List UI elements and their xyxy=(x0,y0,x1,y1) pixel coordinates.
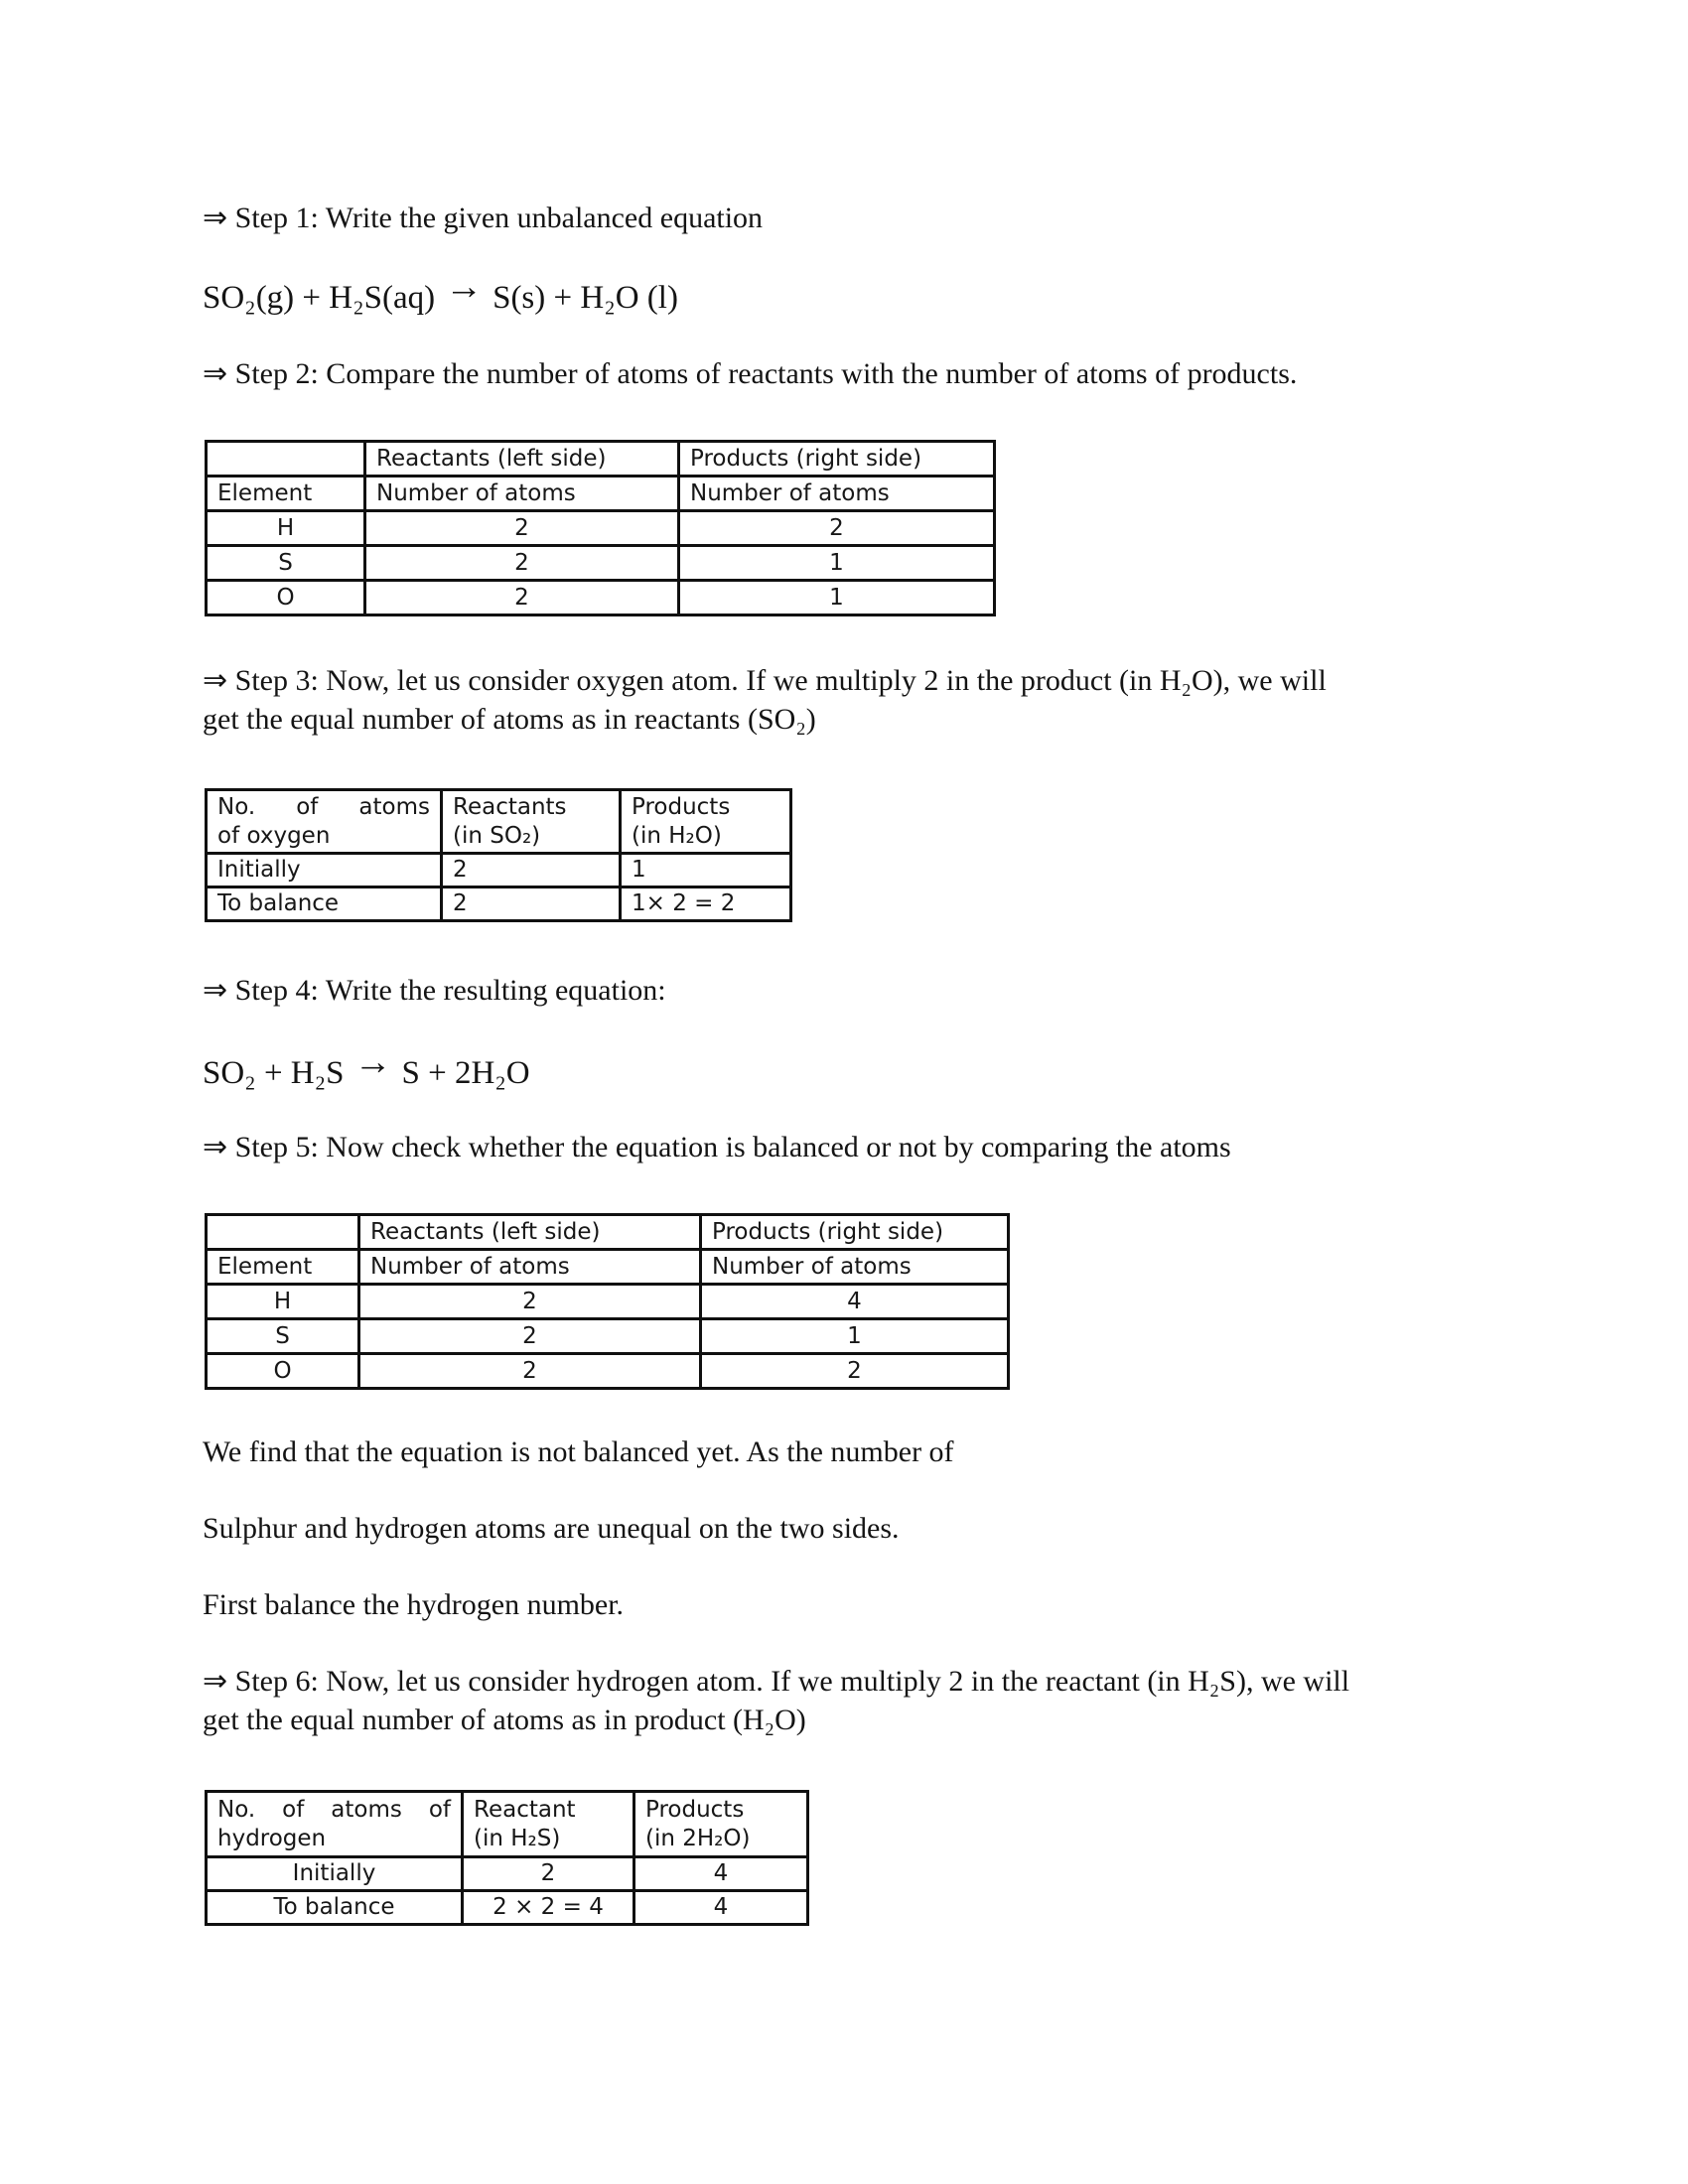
unbalanced-equation xyxy=(203,266,678,320)
row-label-cell: To balance xyxy=(207,887,442,921)
product-value-cell: 4 xyxy=(634,1857,808,1891)
products-header xyxy=(634,1792,808,1857)
table-subheader-row xyxy=(207,477,995,511)
step2-heading: ⇒ Step 2: Compare the number of atoms of reactants with the number of atoms of products. xyxy=(203,357,1298,390)
step1-heading: ⇒ Step 1: Write the given unbalanced equation xyxy=(203,202,764,234)
step3-heading xyxy=(203,661,1327,739)
header-line1: Reactant xyxy=(474,1796,576,1823)
note-balance-hydrogen: First balance the hydrogen number. xyxy=(203,1588,625,1621)
header-line2: (in H₂S) xyxy=(474,1825,561,1851)
reactant-count-cell: 2 xyxy=(359,1285,701,1319)
table-row xyxy=(207,1354,1009,1389)
reactants-subheader: Number of atoms xyxy=(359,1250,701,1285)
product-count-cell: 2 xyxy=(701,1354,1009,1389)
reactant-value-cell: 2 xyxy=(463,1857,634,1891)
row-label-cell: Initially xyxy=(207,854,442,887)
product-value-cell: 1× 2 = 2 xyxy=(621,887,791,921)
corner-cell xyxy=(207,442,365,477)
reactant-count-cell: 2 xyxy=(359,1319,701,1354)
element-cell: O xyxy=(207,1354,359,1389)
products-column-header: Products (right side) xyxy=(701,1215,1009,1250)
table-row xyxy=(207,1857,808,1891)
product-count-cell: 1 xyxy=(701,1319,1009,1354)
step6-line2: get the equal number of atoms as in product (H₂O) xyxy=(203,1704,806,1736)
table-row xyxy=(207,546,995,581)
row-label-cell: Initially xyxy=(207,1857,463,1891)
reactants-column-header: Reactants (left side) xyxy=(359,1215,701,1250)
equation-left: SO₂(g) + H₂S(aq) xyxy=(203,280,436,316)
note-unequal-atoms: Sulphur and hydrogen atoms are unequal on the two sides. xyxy=(203,1512,900,1545)
header-line1: Products xyxy=(645,1796,745,1823)
products-column-header: Products (right side) xyxy=(679,442,995,477)
reactant-count-cell: 2 xyxy=(365,546,679,581)
products-header xyxy=(621,790,791,854)
header-line1: No. of atoms of xyxy=(217,1796,451,1823)
hydrogen-atoms-header xyxy=(207,1792,463,1857)
reactant-count-cell: 2 xyxy=(359,1354,701,1389)
step3-line1: ⇒ Step 3: Now, let us consider oxygen atom. If we multiply 2 in the product (in H₂O), we will xyxy=(203,664,1327,697)
product-count-cell: 1 xyxy=(679,546,995,581)
note-not-balanced: We find that the equation is not balanced yet. As the number of xyxy=(203,1435,954,1468)
table-row xyxy=(207,581,995,615)
resulting-equation xyxy=(203,1041,530,1095)
step3-line2: get the equal number of atoms as in reactants (SO₂) xyxy=(203,703,816,736)
reaction-arrow-icon: → xyxy=(353,1041,392,1083)
equation-left: SO₂ + H₂S xyxy=(203,1055,345,1091)
table-header-row xyxy=(207,1792,808,1857)
header-line2: (in 2H₂O) xyxy=(645,1825,751,1851)
element-cell: S xyxy=(207,1319,359,1354)
product-value-cell: 1 xyxy=(621,854,791,887)
table-row xyxy=(207,887,791,921)
header-line1: Reactants xyxy=(453,793,567,820)
table-row xyxy=(207,511,995,546)
header-line1: Products xyxy=(632,793,731,820)
step4-heading: ⇒ Step 4: Write the resulting equation: xyxy=(203,974,666,1007)
hydrogen-balance-table-step6 xyxy=(205,1790,809,1926)
equation-right: S(s) + H₂O (l) xyxy=(492,280,678,316)
reactants-subheader: Number of atoms xyxy=(365,477,679,511)
step6-line1: ⇒ Step 6: Now, let us consider hydrogen atom. If we multiply 2 in the reactant (in H₂S), we will xyxy=(203,1665,1350,1698)
table-header-row xyxy=(207,1215,1009,1250)
table-subheader-row xyxy=(207,1250,1009,1285)
reactant-value-cell: 2 xyxy=(442,854,621,887)
reactants-column-header: Reactants (left side) xyxy=(365,442,679,477)
header-line2: hydrogen xyxy=(217,1825,327,1851)
header-line2: of oxygen xyxy=(217,822,331,849)
reactant-value-cell: 2 xyxy=(442,887,621,921)
reactants-header xyxy=(442,790,621,854)
table-row xyxy=(207,1285,1009,1319)
header-line2: (in SO₂) xyxy=(453,822,541,849)
product-value-cell: 4 xyxy=(634,1891,808,1925)
reactant-value-cell: 2 × 2 = 4 xyxy=(463,1891,634,1925)
element-column-header: Element xyxy=(207,1250,359,1285)
products-subheader: Number of atoms xyxy=(679,477,995,511)
table-header-row xyxy=(207,790,791,854)
element-column-header: Element xyxy=(207,477,365,511)
element-cell: H xyxy=(207,1285,359,1319)
step6-heading xyxy=(203,1662,1349,1739)
atom-comparison-table-step2 xyxy=(205,440,996,616)
header-line1: No. of atoms xyxy=(217,793,430,820)
table-header-row xyxy=(207,442,995,477)
oxygen-balance-table-step3 xyxy=(205,788,792,922)
reactant-header xyxy=(463,1792,634,1857)
atom-comparison-table-step5 xyxy=(205,1213,1010,1390)
reaction-arrow-icon: → xyxy=(445,266,484,308)
products-subheader: Number of atoms xyxy=(701,1250,1009,1285)
element-cell: S xyxy=(207,546,365,581)
product-count-cell: 1 xyxy=(679,581,995,615)
oxygen-atoms-header xyxy=(207,790,442,854)
corner-cell xyxy=(207,1215,359,1250)
product-count-cell: 2 xyxy=(679,511,995,546)
element-cell: O xyxy=(207,581,365,615)
table-row xyxy=(207,854,791,887)
reactant-count-cell: 2 xyxy=(365,581,679,615)
table-row xyxy=(207,1319,1009,1354)
equation-right: S + 2H₂O xyxy=(401,1055,530,1091)
reactant-count-cell: 2 xyxy=(365,511,679,546)
product-count-cell: 4 xyxy=(701,1285,1009,1319)
header-line2: (in H₂O) xyxy=(632,822,722,849)
element-cell: H xyxy=(207,511,365,546)
row-label-cell: To balance xyxy=(207,1891,463,1925)
table-row xyxy=(207,1891,808,1925)
step5-heading: ⇒ Step 5: Now check whether the equation is balanced or not by comparing the atoms xyxy=(203,1131,1231,1163)
